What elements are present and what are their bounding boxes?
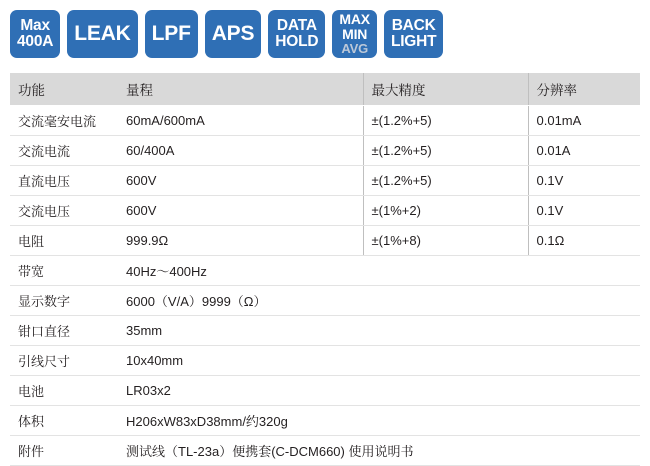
table-cell: ±(1.2%+5): [363, 136, 528, 166]
table-cell: 显示数字: [10, 286, 118, 316]
specification-table: [10, 73, 640, 466]
table-cell: 6000（V/A）9999（Ω）: [118, 286, 640, 316]
table-header: [10, 73, 640, 106]
table-cell: 钳口直径: [10, 316, 118, 346]
table-cell: 0.1V: [528, 166, 640, 196]
table-cell: 交流电压: [10, 196, 118, 226]
table-cell: 60/400A: [118, 136, 363, 166]
badge-line: Max: [20, 16, 50, 34]
table-row: [10, 376, 640, 406]
table-cell: 35mm: [118, 316, 640, 346]
table-header-row: [10, 73, 640, 106]
badge-line: HOLD: [275, 33, 319, 50]
column-header-2: 量程: [118, 73, 363, 106]
table-row: [10, 226, 640, 256]
table-row: [10, 436, 640, 466]
table-row: [10, 196, 640, 226]
badge-line: LPF: [151, 21, 191, 45]
table-cell: 0.01A: [528, 136, 640, 166]
table-cell: 600V: [118, 196, 363, 226]
table-cell: 测试线（TL-23a）便携套(C-DCM660) 使用说明书: [118, 436, 640, 466]
badge-line: MIN: [342, 26, 368, 43]
badge-leak: [67, 10, 137, 58]
table-row: [10, 316, 640, 346]
table-cell: 电池: [10, 376, 118, 406]
badge-aps: [205, 10, 262, 58]
table-cell: 10x40mm: [118, 346, 640, 376]
table-cell: ±(1%+2): [363, 196, 528, 226]
table-cell: 0.1Ω: [528, 226, 640, 256]
badge-line: 400A: [17, 33, 54, 50]
table-cell: H206xW83xD38mm/约320g: [118, 406, 640, 436]
badge-lpf: [145, 10, 198, 58]
badge-line: AVG: [341, 40, 368, 56]
table-cell: 60mA/600mA: [118, 106, 363, 136]
table-cell: 直流电压: [10, 166, 118, 196]
table-row: [10, 406, 640, 436]
table-body: [10, 106, 640, 466]
badge-max-400a: [10, 10, 60, 58]
table-cell: 0.1V: [528, 196, 640, 226]
table-row: [10, 256, 640, 286]
table-cell: ±(1.2%+5): [363, 166, 528, 196]
badge-line: BACK: [391, 16, 436, 34]
table-cell: 交流电流: [10, 136, 118, 166]
badge-line: LEAK: [74, 21, 131, 45]
table-row: [10, 346, 640, 376]
table-row: [10, 286, 640, 316]
table-cell: ±(1%+8): [363, 226, 528, 256]
table-row: [10, 136, 640, 166]
badge-back-light: [384, 10, 444, 58]
table-cell: 600V: [118, 166, 363, 196]
column-header-3: 最大精度: [363, 73, 528, 106]
badge-data-hold: [268, 10, 325, 58]
badge-line: DATA: [276, 16, 317, 34]
badge-line: LIGHT: [390, 33, 437, 50]
table-cell: 电阻: [10, 226, 118, 256]
table-cell: 引线尺寸: [10, 346, 118, 376]
table-cell: 交流毫安电流: [10, 106, 118, 136]
table-cell: 体积: [10, 406, 118, 436]
column-header-4: 分辨率: [528, 73, 640, 106]
badge-line: APS: [211, 21, 255, 45]
badge-max-min-avg: [332, 10, 377, 58]
table-cell: 0.01mA: [528, 106, 640, 136]
table-row: [10, 166, 640, 196]
table-cell: 带宽: [10, 256, 118, 286]
table-cell: 附件: [10, 436, 118, 466]
table-row: [10, 106, 640, 136]
column-header-1: 功能: [10, 73, 118, 106]
table-cell: 999.9Ω: [118, 226, 363, 256]
table-cell: ±(1.2%+5): [363, 106, 528, 136]
table-cell: 40Hz～400Hz: [118, 256, 640, 286]
table-cell: LR03x2: [118, 376, 640, 406]
feature-badge-row: [0, 0, 650, 66]
badge-line: MAX: [339, 11, 370, 28]
